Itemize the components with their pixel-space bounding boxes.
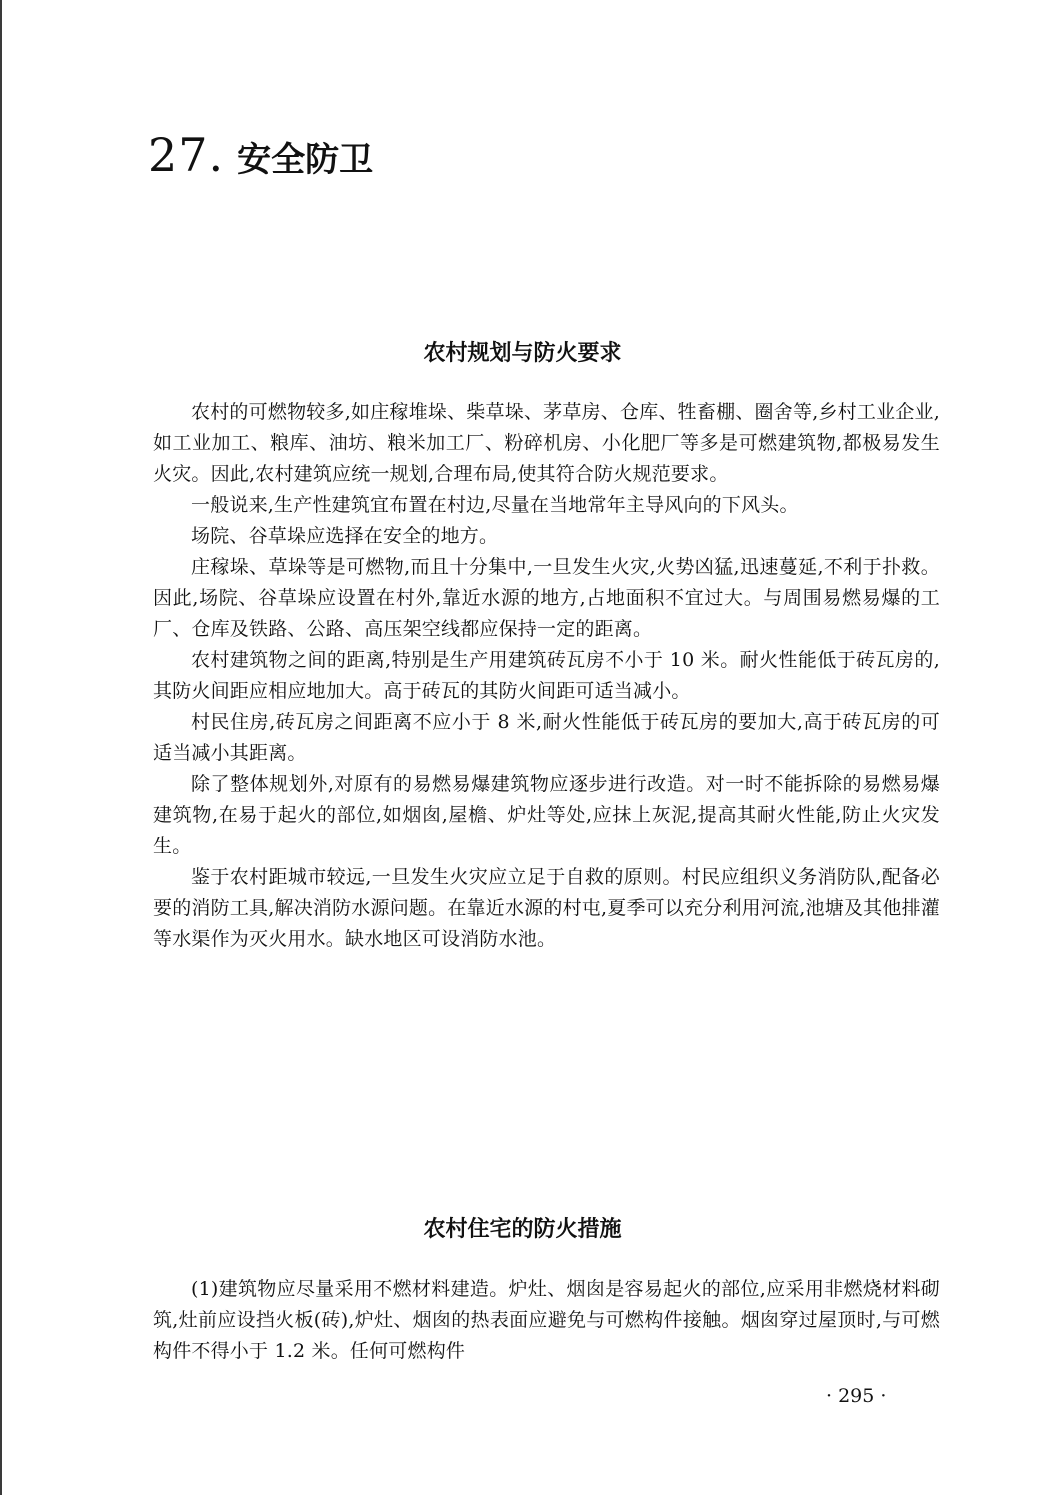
- paragraph: 农村建筑物之间的距离,特别是生产用建筑砖瓦房不小于 10 米。耐火性能低于砖瓦房的,其防火间距应相应地加大。高于砖瓦的其防火间距可适当减小。: [153, 649, 940, 702]
- section-body-rural-planning: [153, 397, 940, 955]
- page-number: · 295 ·: [826, 1385, 887, 1407]
- section-title-house-fire-measures: 农村住宅的防火措施: [423, 1217, 622, 1242]
- paragraph: 农村的可燃物较多,如庄稼堆垛、柴草垛、茅草房、仓库、牲畜棚、圈舍等,乡村工业企业,如工业加工、粮库、油坊、粮米加工厂、粉碎机房、小化肥厂等多是可燃建筑物,都极易发生火灾。因此,农村建筑应统一规划,合理布局,使其符合防火规范要求。: [153, 401, 940, 485]
- chapter-title: 安全防卫: [237, 140, 374, 180]
- paragraph: 村民住房,砖瓦房之间距离不应小于 8 米,耐火性能低于砖瓦房的要加大,高于砖瓦房的可适当减小其距离。: [153, 711, 940, 764]
- paragraph: 除了整体规划外,对原有的易燃易爆建筑物应逐步进行改造。对一时不能拆除的易燃易爆建筑物,在易于起火的部位,如烟囱,屋檐、炉灶等处,应抹上灰泥,提高其耐火性能,防止火灾发生。: [153, 773, 940, 857]
- paragraph: 场院、谷草垛应选择在安全的地方。: [191, 525, 499, 547]
- paragraph: 一般说来,生产性建筑宜布置在村边,尽量在当地常年主导风向的下风头。: [191, 494, 799, 516]
- section-body-house-fire-measures: [153, 1274, 940, 1367]
- paragraph: (1)建筑物应尽量采用不燃材料建造。炉灶、烟囱是容易起火的部位,应采用非燃烧材料砌筑,灶前应设挡火板(砖),炉灶、烟囱的热表面应避免与可燃构件接触。烟囱穿过屋顶时,与可燃构件不得小于 1.2 米。任何可燃构件: [153, 1278, 940, 1362]
- section-title-rural-planning: 农村规划与防火要求: [423, 341, 622, 366]
- paragraph: 鉴于农村距城市较远,一旦发生火灾应立足于自救的原则。村民应组织义务消防队,配备必要的消防工具,解决消防水源问题。在靠近水源的村屯,夏季可以充分利用河流,池塘及其他排灌等水渠作为灭火用水。缺水地区可设消防水池。: [153, 866, 940, 950]
- chapter-number: 27: [148, 128, 209, 182]
- chapter-heading: [148, 128, 373, 188]
- chapter-dot: .: [208, 128, 224, 182]
- page-edge-line: [0, 0, 2, 1495]
- paragraph: 庄稼垛、草垛等是可燃物,而且十分集中,一旦发生火灾,火势凶猛,迅速蔓延,不利于扑救。因此,场院、谷草垛应设置在村外,靠近水源的地方,占地面积不宜过大。与周围易燃易爆的工厂、仓库及铁路、公路、高压架空线都应保持一定的距离。: [153, 556, 940, 640]
